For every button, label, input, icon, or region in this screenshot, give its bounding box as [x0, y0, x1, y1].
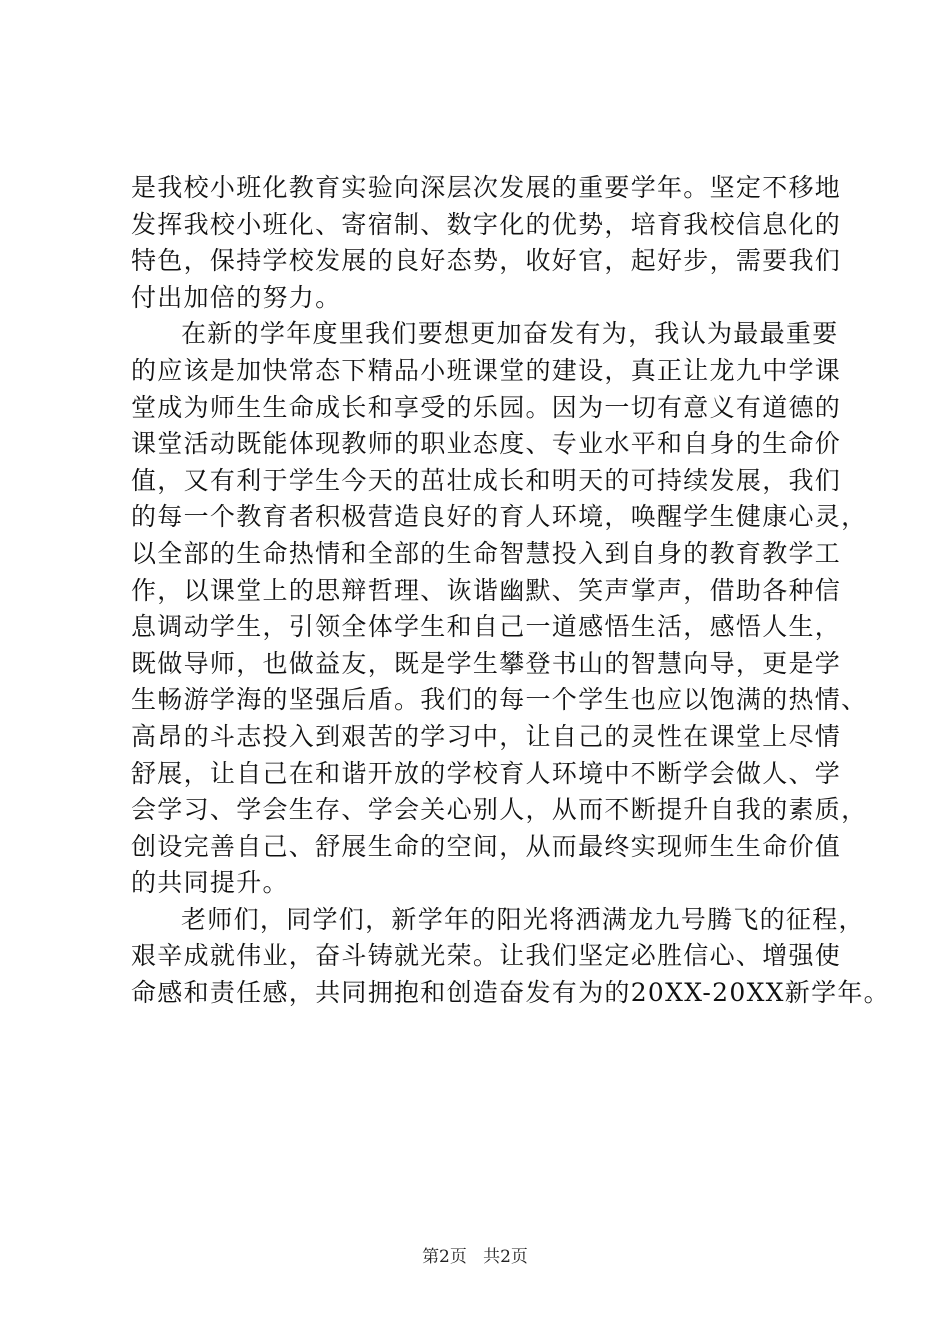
- text-line: 会学习、学会生存、学会关心别人，从而不断提升自我的素质，: [131, 795, 868, 825]
- page-footer: [0, 1242, 950, 1267]
- text-line: 创设完善自己、舒展生命的空间，从而最终实现师生生命价值: [131, 831, 842, 861]
- text-line: 在新的学年度里我们要想更加奋发有为，我认为最最重要: [181, 319, 839, 349]
- text-line: 发挥我校小班化、寄宿制、数字化的优势，培育我校信息化的: [131, 209, 842, 239]
- text-line: 以全部的生命热情和全部的生命智慧投入到自身的教育教学工: [131, 538, 842, 568]
- text-line: 息调动学生，引领全体学生和自己一道感悟生活，感悟人生，: [131, 612, 842, 642]
- text-line: 作，以课堂上的思辩哲理、诙谐幽默、笑声掌声，借助各种信: [131, 575, 842, 605]
- page-total: 共2页: [483, 1247, 528, 1267]
- paragraph-1: [131, 170, 851, 316]
- text-line: 高昂的斗志投入到艰苦的学习中，让自己的灵性在课堂上尽情: [131, 721, 842, 751]
- text-line: 命感和责任感，共同拥抱和创造奋发有为的20XX-20XX新学年。: [131, 978, 890, 1008]
- text-line: 课堂活动既能体现教师的职业态度、专业水平和自身的生命价: [131, 429, 842, 459]
- paragraph-2: [131, 316, 868, 902]
- text-line: 老师们，同学们，新学年的阳光将洒满龙九号腾飞的征程，: [181, 904, 865, 934]
- text-line: 值，又有利于学生今天的茁壮成长和明天的可持续发展，我们: [131, 465, 842, 495]
- text-line: 特色，保持学校发展的良好态势，收好官，起好步，需要我们: [131, 246, 842, 276]
- text-line: 艰辛成就伟业，奋斗铸就光荣。让我们坚定必胜信心、增强使: [131, 941, 842, 971]
- text-line: 堂成为师生生命成长和享受的乐园。因为一切有意义有道德的: [131, 392, 842, 422]
- document-body: [131, 170, 890, 1012]
- text-line: 是我校小班化教育实验向深层次发展的重要学年。坚定不移地: [131, 173, 842, 202]
- page-number: 第2页: [422, 1247, 467, 1267]
- text-line: 的共同提升。: [131, 868, 289, 898]
- text-line: 付出加倍的努力。: [131, 282, 342, 312]
- paragraph-3: [131, 902, 890, 1012]
- text-line: 既做导师，也做益友，既是学生攀登书山的智慧向导，更是学: [131, 648, 842, 678]
- text-line: 的每一个教育者积极营造良好的育人环境，唤醒学生健康心灵，: [131, 502, 868, 532]
- footer-separator: [472, 1247, 477, 1267]
- text-line: 舒展，让自己在和谐开放的学校育人环境中不断学会做人、学: [131, 758, 842, 788]
- text-line: 生畅游学海的坚强后盾。我们的每一个学生也应以饱满的热情、: [131, 685, 868, 715]
- text-line: 的应该是加快常态下精品小班课堂的建设，真正让龙九中学课: [131, 355, 842, 385]
